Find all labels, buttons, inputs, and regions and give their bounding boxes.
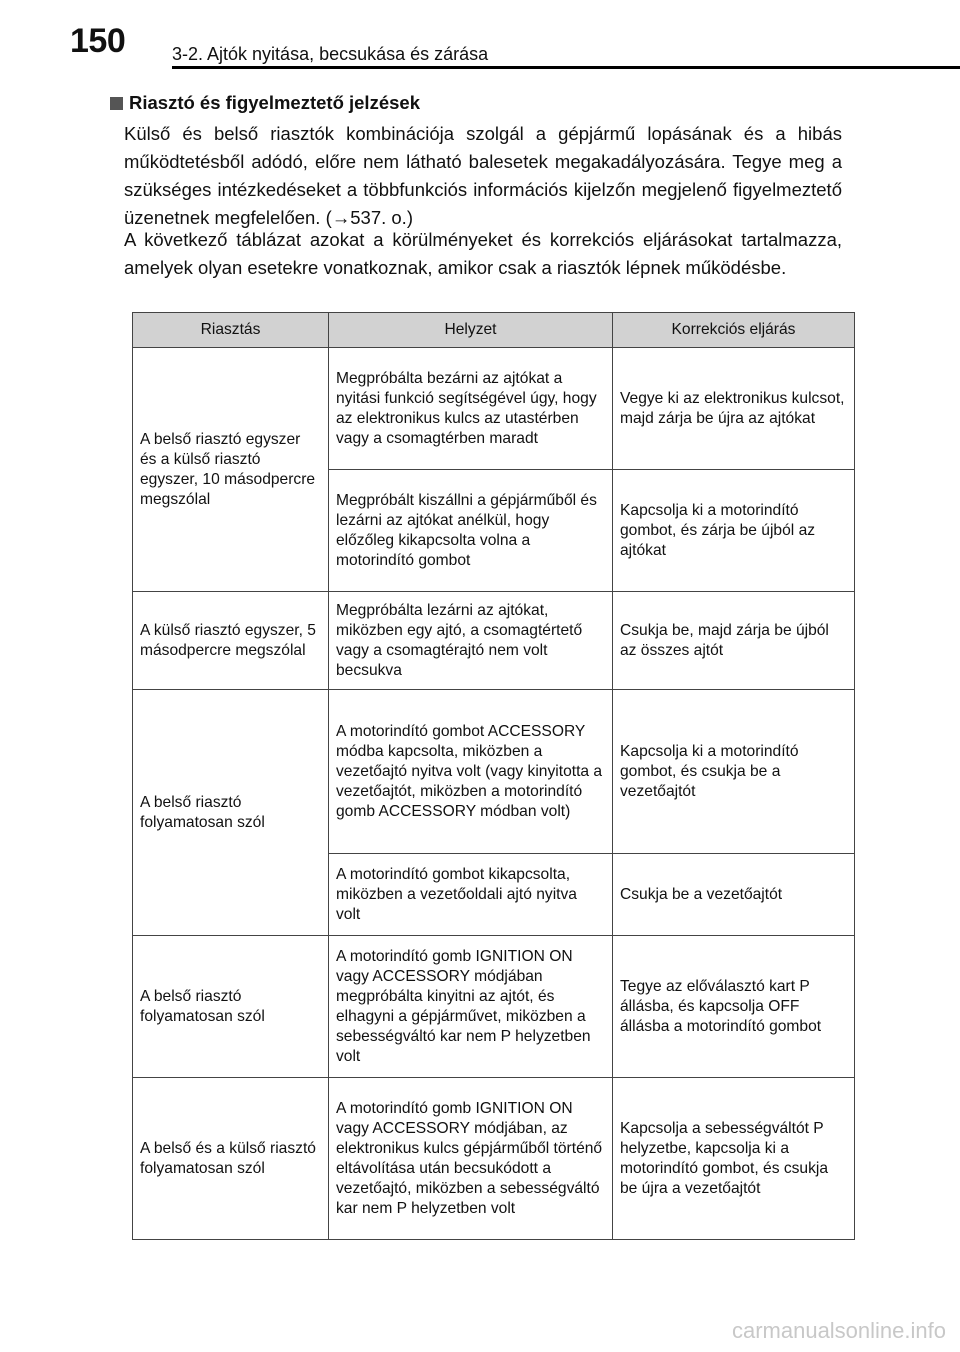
table-row (133, 592, 855, 690)
situation-cell: A motorindító gomb IGNITION ON vagy ACCESSORY módjában, az elektronikus kulcs gépjárműből történő eltávolítása után becsukódott a vezetőajtó, miközben a sebességváltó kar nem P helyzetben volt (329, 1078, 613, 1240)
table-row (133, 348, 855, 470)
table-row (133, 936, 855, 1078)
page-number: 150 (70, 22, 126, 60)
page-header (0, 0, 960, 66)
alarm-table (132, 312, 855, 1240)
correction-cell: Kapcsolja ki a motorindító gombot, és zárja be újból az ajtókat (613, 470, 855, 592)
alarm-cell: A belső riasztó folyamatosan szól (133, 690, 329, 936)
situation-cell: Megpróbálta lezárni az ajtókat, miközben egy ajtó, a csomagtértető vagy a csomagtérajtó nem volt becsukva (329, 592, 613, 690)
column-header-situation: Helyzet (329, 313, 613, 348)
section-title: Riasztó és figyelmeztető jelzések (129, 92, 420, 113)
table-header-row (133, 313, 855, 348)
square-bullet-icon (110, 97, 123, 110)
situation-cell: Megpróbálta bezárni az ajtókat a nyitási funkció segítségével úgy, hogy az elektronikus kulcs az utastérben vagy a csomagtérben maradt (329, 348, 613, 470)
situation-cell: Megpróbált kiszállni a gépjárműből és lezárni az ajtókat anélkül, hogy előzőleg kikapcsolta volna a motorindító gombot (329, 470, 613, 592)
section-heading (110, 92, 420, 114)
correction-cell: Vegye ki az elektronikus kulcsot, majd zárja be újra az ajtókat (613, 348, 855, 470)
table-row (133, 690, 855, 854)
correction-cell: Csukja be a vezetőajtót (613, 854, 855, 936)
column-header-correction: Korrekciós eljárás (613, 313, 855, 348)
situation-cell: A motorindító gomb IGNITION ON vagy ACCESSORY módjában megpróbálta kinyitni az ajtót, és elhagyni a gépjárművet, miközben a sebességváltó kar nem P helyzetben volt (329, 936, 613, 1078)
chapter-title: 3-2. Ajtók nyitása, becsukása és zárása (172, 44, 489, 64)
correction-cell: Csukja be, majd zárja be újból az összes ajtót (613, 592, 855, 690)
situation-cell: A motorindító gombot kikapcsolta, miközben a vezetőoldali ajtó nyitva volt (329, 854, 613, 936)
alarm-cell: A belső riasztó folyamatosan szól (133, 936, 329, 1078)
correction-cell: Tegye az előválasztó kart P állásba, és kapcsolja OFF állásba a motorindító gombot (613, 936, 855, 1078)
column-header-alarm: Riasztás (133, 313, 329, 348)
alarm-cell: A külső riasztó egyszer, 5 másodpercre megszólal (133, 592, 329, 690)
alarm-cell: A belső riasztó egyszer és a külső riasztó egyszer, 10 másodpercre megszólal (133, 348, 329, 592)
header-rule (172, 66, 960, 69)
alarm-cell: A belső és a külső riasztó folyamatosan szól (133, 1078, 329, 1240)
table-row (133, 1078, 855, 1240)
correction-cell: Kapcsolja ki a motorindító gombot, és csukja be a vezetőajtót (613, 690, 855, 854)
correction-cell: Kapcsolja a sebességváltót P helyzetbe, kapcsolja ki a motorindító gombot, és csukja be újra a vezetőajtót (613, 1078, 855, 1240)
situation-cell: A motorindító gombot ACCESSORY módba kapcsolta, miközben a vezetőajtó nyitva volt (vagy kinyitotta a vezetőajtót, miközben a motorindító gomb ACCESSORY módban volt) (329, 690, 613, 854)
table-intro-paragraph: A következő táblázat azokat a körülményeket és korrekciós eljárásokat tartalmazza, amelyek olyan esetekre vonatkoznak, amikor csak a riasztók lépnek működésbe. (124, 229, 842, 278)
watermark: carmanualsonline.info (731, 1318, 946, 1343)
intro-paragraph: Külső és belső riasztók kombinációja szolgál a gépjármű lopásának és a hibás működtetésből adódó, előre nem látható balesetek megakadályozására. Tegye meg a szükséges intézkedéseket a többfunkciós információs kijelzőn megjelenő figyelmeztető üzenetnek megfelelően. (→537. o.) (124, 123, 842, 228)
